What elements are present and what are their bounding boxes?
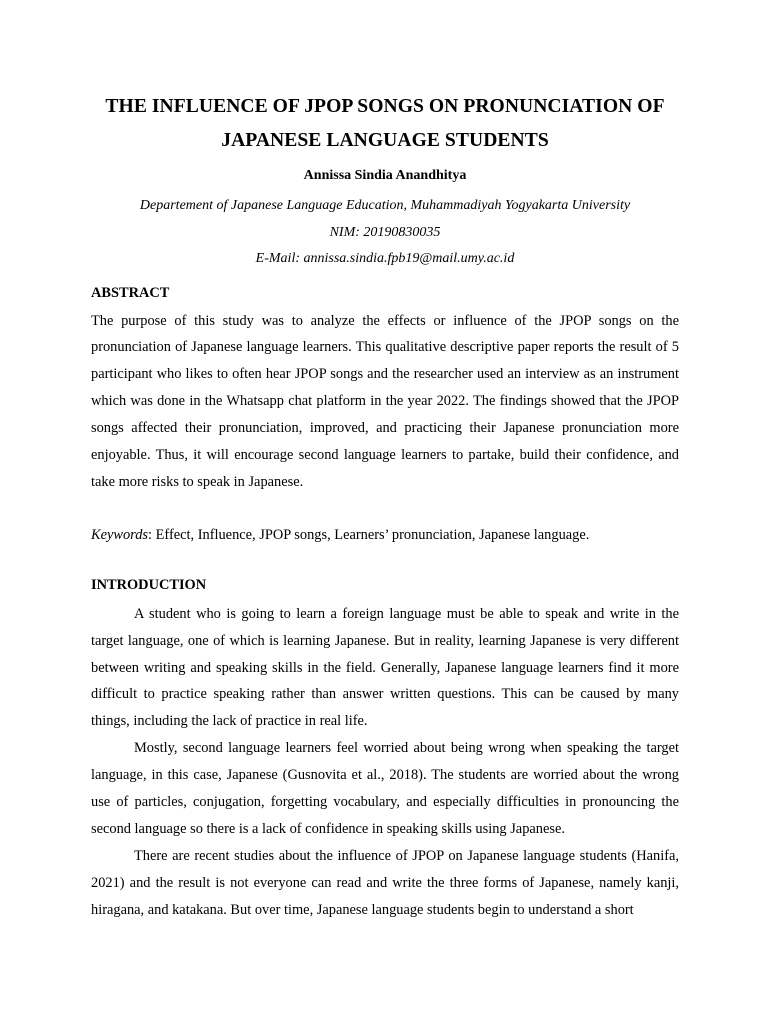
author-details — [91, 193, 679, 273]
author-name: Annissa Sindia Anandhitya — [303, 168, 467, 183]
introduction-paragraph-3: There are recent studies about the influence of JPOP on Japanese language students (Hanifa, 2021) and the result is not everyone can read and write the three forms of Japanese, namely kanji, hiragana, and katakana. But over time, Japanese language students begin to understand a short — [91, 847, 679, 918]
keywords-label: Keywords — [91, 526, 149, 543]
paper-title — [91, 90, 679, 158]
abstract-text: The purpose of this study was to analyze the effects or influence of the JPOP songs on the pronunciation of Japanese language learners. This qualitative descriptive paper reports the result of 5 participant who likes to often hear JPOP songs and the researcher used an interview as an instrument which was done in the Whatsapp chat platform in the year 2022. The findings showed that the JPOP songs affected their pronunciation, improved, and practicing their Japanese pronunciation more enjoyable. Thus, it will encourage second language learners to partake, build their confidence, and take more risks to speak in Japanese. — [91, 312, 679, 490]
abstract-heading: ABSTRACT — [91, 284, 170, 301]
affiliation: Departement of Japanese Language Education, Muhammadiyah Yogyakarta University — [139, 198, 631, 213]
introduction-heading: INTRODUCTION — [91, 576, 207, 593]
introduction-paragraph-2: Mostly, second language learners feel worried about being wrong when speaking the target language, in this case, Japanese (Gusnovita et al., 2018). The students are worried about the wrong use of particles, conjugation, forgetting vocabulary, and especially difficulties in pronouncing the second language so there is a lack of confidence in speaking skills using Japanese. — [91, 740, 679, 837]
title-line-1: THE INFLUENCE OF JPOP SONGS ON PRONUNCIATION OF — [105, 96, 665, 117]
author-email: E-Mail: annissa.sindia.fpb19@mail.umy.ac.id — [255, 251, 515, 266]
paper-page — [91, 0, 679, 924]
introduction-paragraph-1: A student who is going to learn a foreign language must be able to speak and write in the target language, one of which is learning Japanese. But in reality, learning Japanese is very different between writing and speaking skills in the field. Generally, Japanese language learners find it more difficult to practice speaking rather than answer written questions. This can be caused by many things, including the lack of practice in real life. — [91, 605, 679, 730]
student-id: NIM: 20190830035 — [329, 224, 441, 240]
keywords-line — [91, 522, 679, 549]
keywords-text: : Effect, Influence, JPOP songs, Learners’ pronunciation, Japanese language. — [148, 526, 590, 543]
title-line-2: JAPANESE LANGUAGE STUDENTS — [221, 130, 549, 151]
